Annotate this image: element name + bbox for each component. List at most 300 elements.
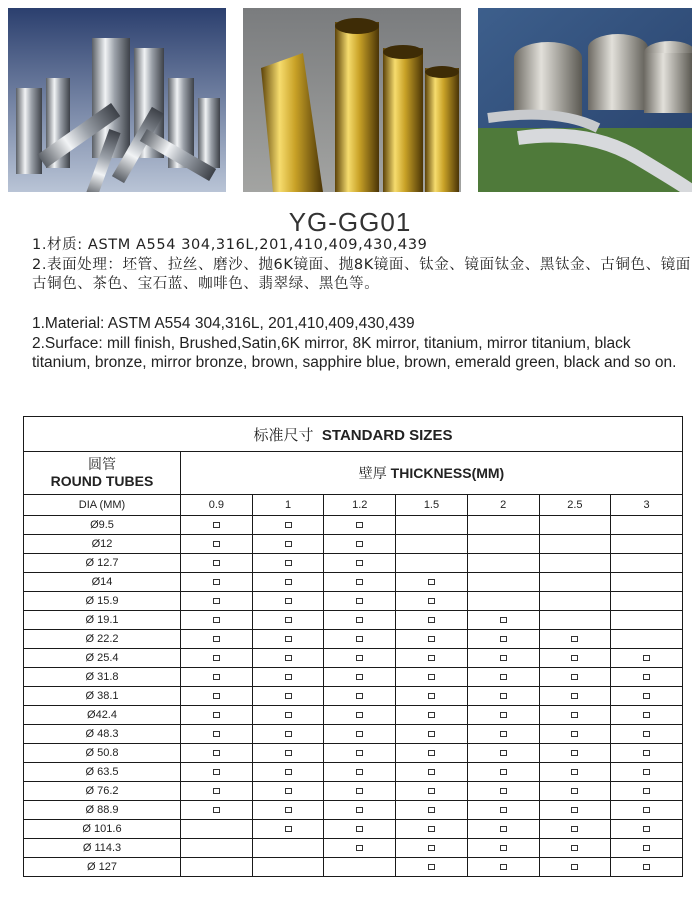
size-cell [324, 592, 396, 611]
size-cell [396, 858, 468, 877]
size-cell [611, 820, 683, 839]
size-cell [539, 801, 611, 820]
available-mark-icon [428, 598, 435, 604]
size-cell [539, 592, 611, 611]
size-cell [611, 592, 683, 611]
size-cell [396, 668, 468, 687]
available-mark-icon [213, 560, 220, 566]
available-mark-icon [285, 788, 292, 794]
available-mark-icon [571, 826, 578, 832]
available-mark-icon [500, 617, 507, 623]
available-mark-icon [428, 731, 435, 737]
available-mark-icon [643, 655, 650, 661]
size-cell [252, 763, 324, 782]
table-row [24, 801, 683, 820]
table-row [24, 744, 683, 763]
size-cell [252, 573, 324, 592]
size-cell [324, 744, 396, 763]
available-mark-icon [428, 693, 435, 699]
available-mark-icon [643, 807, 650, 813]
available-mark-icon [643, 750, 650, 756]
thickness-en: THICKNESS(MM) [390, 465, 505, 481]
available-mark-icon [643, 845, 650, 851]
available-mark-icon [285, 636, 292, 642]
size-cell [467, 839, 539, 858]
size-cell [181, 801, 253, 820]
size-cell [539, 763, 611, 782]
available-mark-icon [285, 541, 292, 547]
size-cell [181, 858, 253, 877]
diameter-cell: Ø 31.8 [24, 668, 181, 687]
available-mark-icon [428, 864, 435, 870]
size-cell [539, 744, 611, 763]
table-row [24, 573, 683, 592]
size-cell [324, 668, 396, 687]
available-mark-icon [428, 826, 435, 832]
available-mark-icon [428, 636, 435, 642]
available-mark-icon [500, 674, 507, 680]
available-mark-icon [356, 750, 363, 756]
available-mark-icon [213, 598, 220, 604]
table-row [24, 687, 683, 706]
available-mark-icon [285, 674, 292, 680]
available-mark-icon [571, 712, 578, 718]
available-mark-icon [428, 617, 435, 623]
available-mark-icon [571, 693, 578, 699]
available-mark-icon [643, 788, 650, 794]
size-cell [181, 573, 253, 592]
size-cell [611, 858, 683, 877]
available-mark-icon [285, 807, 292, 813]
size-cell [396, 573, 468, 592]
size-cell [611, 744, 683, 763]
available-mark-icon [428, 750, 435, 756]
size-cell [324, 687, 396, 706]
available-mark-icon [428, 655, 435, 661]
size-cell [611, 516, 683, 535]
size-cell [611, 763, 683, 782]
available-mark-icon [356, 522, 363, 528]
available-mark-icon [643, 731, 650, 737]
thickness-column-header: 1.5 [396, 495, 468, 516]
description-english [32, 314, 692, 373]
available-mark-icon [571, 845, 578, 851]
size-cell [252, 516, 324, 535]
available-mark-icon [213, 674, 220, 680]
available-mark-icon [500, 636, 507, 642]
available-mark-icon [571, 655, 578, 661]
available-mark-icon [356, 636, 363, 642]
surface-line-cn: 2.表面处理：坯管、拉丝、磨沙、抛6K镜面、抛8K镜面、钛金、镜面钛金、黑钛金、古铜色、镜面古铜色、茶色、宝石蓝、咖啡色、翡翠绿、黑色等。 [32, 256, 691, 292]
size-cell [181, 725, 253, 744]
size-cell [181, 820, 253, 839]
size-cell [324, 839, 396, 858]
diameter-cell: Ø 127 [24, 858, 181, 877]
thickness-header [181, 452, 683, 495]
size-cell [252, 744, 324, 763]
size-cell [396, 763, 468, 782]
size-cell [324, 649, 396, 668]
available-mark-icon [500, 807, 507, 813]
available-mark-icon [285, 598, 292, 604]
diameter-cell: Ø 19.1 [24, 611, 181, 630]
table-row [24, 839, 683, 858]
size-cell [181, 554, 253, 573]
available-mark-icon [285, 693, 292, 699]
diameter-cell: Ø 12.7 [24, 554, 181, 573]
round-tubes-en: ROUND TUBES [50, 473, 154, 489]
size-cell [252, 592, 324, 611]
size-cell [611, 801, 683, 820]
table-row [24, 592, 683, 611]
available-mark-icon [285, 731, 292, 737]
size-cell [324, 573, 396, 592]
size-cell [324, 554, 396, 573]
available-mark-icon [213, 807, 220, 813]
size-cell [396, 782, 468, 801]
available-mark-icon [356, 731, 363, 737]
available-mark-icon [213, 750, 220, 756]
available-mark-icon [213, 788, 220, 794]
size-cell [467, 516, 539, 535]
available-mark-icon [356, 674, 363, 680]
available-mark-icon [428, 579, 435, 585]
available-mark-icon [571, 769, 578, 775]
material-line-en: 1.Material: ASTM A554 304,316L, 201,410,409,430,439 [32, 315, 415, 332]
size-cell [539, 516, 611, 535]
size-cell [181, 611, 253, 630]
size-cell [324, 535, 396, 554]
table-row [24, 516, 683, 535]
size-cell [181, 744, 253, 763]
table-row [24, 725, 683, 744]
size-cell [467, 611, 539, 630]
size-cell [181, 630, 253, 649]
available-mark-icon [428, 712, 435, 718]
size-cell [324, 801, 396, 820]
size-cell [396, 630, 468, 649]
diameter-cell: Ø42.4 [24, 706, 181, 725]
diameter-cell: Ø 88.9 [24, 801, 181, 820]
available-mark-icon [428, 788, 435, 794]
size-cell [252, 535, 324, 554]
size-cell [396, 516, 468, 535]
size-cell [611, 706, 683, 725]
available-mark-icon [356, 712, 363, 718]
size-cell [252, 687, 324, 706]
size-cell [611, 687, 683, 706]
available-mark-icon [428, 769, 435, 775]
surface-line-en: 2.Surface: mill finish, Brushed,Satin,6K mirror, 8K mirror, titanium, mirror titanium, black titanium, bronze, mirror bronze, brown, sapphire blue, brown, emerald green, black and so on. [32, 334, 677, 371]
standard-sizes-table [23, 416, 683, 877]
size-cell [467, 687, 539, 706]
size-cell [252, 649, 324, 668]
thickness-column-header: 0.9 [181, 495, 253, 516]
available-mark-icon [428, 674, 435, 680]
size-cell [252, 668, 324, 687]
size-cell [539, 706, 611, 725]
size-cell [539, 535, 611, 554]
available-mark-icon [356, 769, 363, 775]
size-cell [539, 687, 611, 706]
available-mark-icon [428, 845, 435, 851]
available-mark-icon [356, 693, 363, 699]
size-cell [181, 668, 253, 687]
size-cell [539, 611, 611, 630]
round-tubes-cn: 圆管 [88, 456, 116, 472]
size-cell [611, 725, 683, 744]
available-mark-icon [500, 750, 507, 756]
size-cell [181, 649, 253, 668]
available-mark-icon [213, 541, 220, 547]
size-cell [467, 725, 539, 744]
available-mark-icon [285, 560, 292, 566]
size-cell [467, 744, 539, 763]
table-row [24, 611, 683, 630]
table-row [24, 535, 683, 554]
available-mark-icon [356, 807, 363, 813]
available-mark-icon [571, 674, 578, 680]
available-mark-icon [500, 712, 507, 718]
size-cell [324, 706, 396, 725]
size-cell [324, 630, 396, 649]
table-row [24, 763, 683, 782]
size-cell [181, 592, 253, 611]
steel-tubes-photo [8, 8, 226, 192]
size-cell [181, 687, 253, 706]
dia-column-header: DIA (MM) [24, 495, 181, 516]
size-cell [467, 649, 539, 668]
diameter-cell: Ø 114.3 [24, 839, 181, 858]
size-cell [252, 611, 324, 630]
size-cell [611, 573, 683, 592]
diameter-cell: Ø 63.5 [24, 763, 181, 782]
available-mark-icon [285, 769, 292, 775]
available-mark-icon [643, 826, 650, 832]
available-mark-icon [356, 579, 363, 585]
size-cell [396, 706, 468, 725]
available-mark-icon [500, 655, 507, 661]
table-title [24, 417, 683, 452]
available-mark-icon [213, 712, 220, 718]
available-mark-icon [643, 864, 650, 870]
available-mark-icon [213, 579, 220, 585]
size-cell [252, 725, 324, 744]
size-cell [539, 782, 611, 801]
size-cell [324, 611, 396, 630]
diameter-cell: Ø 22.2 [24, 630, 181, 649]
available-mark-icon [500, 769, 507, 775]
available-mark-icon [285, 522, 292, 528]
size-cell [324, 763, 396, 782]
size-cell [611, 668, 683, 687]
available-mark-icon [356, 541, 363, 547]
available-mark-icon [356, 826, 363, 832]
diameter-cell: Ø9.5 [24, 516, 181, 535]
size-cell [611, 782, 683, 801]
size-cell [396, 839, 468, 858]
table-row [24, 782, 683, 801]
available-mark-icon [571, 731, 578, 737]
available-mark-icon [643, 712, 650, 718]
model-number: YG-GG01 [288, 207, 412, 237]
available-mark-icon [285, 655, 292, 661]
table-title-cn: 标准尺寸 [253, 426, 314, 444]
available-mark-icon [571, 807, 578, 813]
size-cell [252, 706, 324, 725]
size-cell [252, 554, 324, 573]
size-cell [467, 573, 539, 592]
thickness-column-header: 1.2 [324, 495, 396, 516]
description-chinese [32, 236, 692, 295]
size-cell [539, 820, 611, 839]
available-mark-icon [213, 522, 220, 528]
size-cell [252, 782, 324, 801]
diameter-cell: Ø 38.1 [24, 687, 181, 706]
size-cell [467, 820, 539, 839]
available-mark-icon [213, 769, 220, 775]
table-row [24, 554, 683, 573]
size-cell [252, 630, 324, 649]
size-cell [324, 782, 396, 801]
size-cell [467, 858, 539, 877]
available-mark-icon [500, 826, 507, 832]
size-cell [181, 535, 253, 554]
size-cell [324, 820, 396, 839]
size-cell [252, 858, 324, 877]
size-cell [396, 554, 468, 573]
round-tubes-header [24, 452, 181, 495]
available-mark-icon [285, 617, 292, 623]
available-mark-icon [571, 864, 578, 870]
size-cell [396, 744, 468, 763]
size-cell [396, 649, 468, 668]
tube-bending-machine-photo [478, 8, 692, 192]
available-mark-icon [643, 769, 650, 775]
size-cell [539, 725, 611, 744]
available-mark-icon [285, 579, 292, 585]
available-mark-icon [213, 655, 220, 661]
available-mark-icon [285, 826, 292, 832]
size-cell [467, 763, 539, 782]
available-mark-icon [356, 845, 363, 851]
size-cell [611, 630, 683, 649]
size-cell [252, 820, 324, 839]
available-mark-icon [643, 674, 650, 680]
table-row [24, 858, 683, 877]
diameter-cell: Ø 50.8 [24, 744, 181, 763]
available-mark-icon [571, 750, 578, 756]
available-mark-icon [356, 655, 363, 661]
size-cell [611, 535, 683, 554]
size-cell [181, 706, 253, 725]
table-row [24, 649, 683, 668]
diameter-cell: Ø 48.3 [24, 725, 181, 744]
size-cell [611, 649, 683, 668]
available-mark-icon [356, 788, 363, 794]
size-cell [467, 630, 539, 649]
diameter-cell: Ø 25.4 [24, 649, 181, 668]
size-cell [467, 535, 539, 554]
table-row [24, 706, 683, 725]
diameter-cell: Ø 15.9 [24, 592, 181, 611]
material-line-cn: 1.材质: ASTM A554 304,316L,201,410,409,430,439 [32, 237, 428, 253]
size-cell [539, 858, 611, 877]
available-mark-icon [643, 693, 650, 699]
diameter-cell: Ø 101.6 [24, 820, 181, 839]
thickness-column-header: 3 [611, 495, 683, 516]
size-cell [467, 592, 539, 611]
size-cell [467, 706, 539, 725]
available-mark-icon [428, 807, 435, 813]
available-mark-icon [356, 617, 363, 623]
size-cell [539, 668, 611, 687]
table-title-en: STANDARD SIZES [321, 426, 453, 444]
size-cell [396, 820, 468, 839]
available-mark-icon [500, 864, 507, 870]
size-cell [467, 554, 539, 573]
available-mark-icon [285, 712, 292, 718]
available-mark-icon [213, 731, 220, 737]
available-mark-icon [213, 693, 220, 699]
available-mark-icon [285, 750, 292, 756]
thickness-cn: 壁厚 [358, 465, 387, 481]
thickness-column-header: 1 [252, 495, 324, 516]
size-cell [539, 649, 611, 668]
size-cell [324, 725, 396, 744]
size-cell [396, 611, 468, 630]
available-mark-icon [213, 636, 220, 642]
gold-tubes-photo [243, 8, 461, 192]
table-row [24, 630, 683, 649]
size-cell [181, 516, 253, 535]
size-cell [181, 782, 253, 801]
available-mark-icon [356, 560, 363, 566]
size-cell [181, 763, 253, 782]
diameter-cell: Ø14 [24, 573, 181, 592]
available-mark-icon [500, 845, 507, 851]
size-cell [396, 535, 468, 554]
available-mark-icon [213, 617, 220, 623]
available-mark-icon [356, 598, 363, 604]
diameter-cell: Ø12 [24, 535, 181, 554]
size-cell [396, 801, 468, 820]
size-cell [396, 725, 468, 744]
size-cell [467, 668, 539, 687]
size-cell [611, 611, 683, 630]
size-cell [539, 839, 611, 858]
size-cell [539, 630, 611, 649]
size-cell [467, 801, 539, 820]
diameter-cell: Ø 76.2 [24, 782, 181, 801]
size-cell [467, 782, 539, 801]
available-mark-icon [500, 693, 507, 699]
size-cell [539, 554, 611, 573]
available-mark-icon [500, 788, 507, 794]
size-cell [396, 592, 468, 611]
thickness-column-header: 2.5 [539, 495, 611, 516]
size-cell [396, 687, 468, 706]
size-cell [611, 554, 683, 573]
available-mark-icon [500, 731, 507, 737]
available-mark-icon [571, 788, 578, 794]
table-row [24, 668, 683, 687]
size-cell [181, 839, 253, 858]
size-cell [324, 516, 396, 535]
size-cell [539, 573, 611, 592]
size-cell [252, 839, 324, 858]
size-cell [252, 801, 324, 820]
